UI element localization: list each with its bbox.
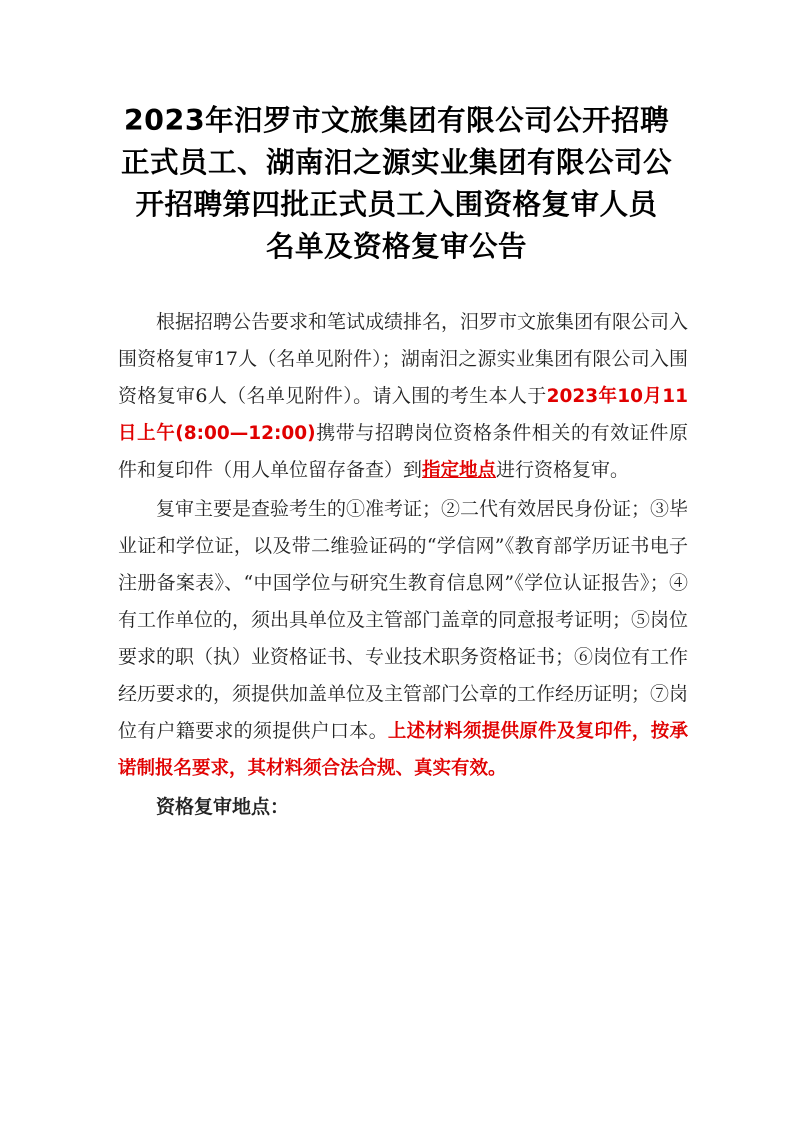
- location-heading: 资格复审地点：: [156, 796, 290, 818]
- title-line: 正式员工、湖南汨之源实业集团有限公司公: [120, 146, 672, 179]
- title-line: 2023年汨罗市文旅集团有限公司公开招聘: [123, 104, 670, 137]
- paragraph-text: 进行资格复审。: [496, 459, 630, 481]
- paragraph-materials: [118, 491, 688, 787]
- document-body: [118, 304, 688, 826]
- designated-location-link[interactable]: 指定地点: [422, 460, 497, 481]
- title-line: 名单及资格复审公告: [265, 230, 527, 263]
- title-line: 开招聘第四批正式员工入围资格复审人员: [135, 188, 658, 221]
- document-title: [60, 100, 733, 268]
- review-date: 2023年10月11日上午(8:00—12:00): [118, 386, 688, 444]
- paragraph-requirements: [118, 304, 688, 489]
- materials-notice: 上述材料须提供原件及复印件，按承诺制报名要求，其材料须合法合规、真实有效。: [118, 721, 688, 779]
- paragraph-text: 复审主要是查验考生的①准考证；②二代有效居民身份证；③毕业证和学位证，以及带二维验证码的“学信网”《教育部学历证书电子注册备案表》、“中国学位与研究生教育信息网”《学位认证报告》；④有工作单位的，须出具单位及主管部门盖章的同意报考证明；⑤岗位要求的职（执）业资格证书、专业技术职务资格证书；⑥岗位有工作经历要求的，须提供加盖单位及主管部门公章的工作经历证明；⑦岗位有户籍要求的须提供户口本。: [118, 498, 689, 742]
- paragraph-text: 根据招聘公告要求和笔试成绩排名，汨罗市文旅集团有限公司入围资格复审17人（名单见附件）；湖南汨之源实业集团有限公司入围资格复审6人（名单见附件）。请入围的考生本人于: [118, 311, 689, 407]
- paragraph-text: 携带与招聘岗位资格条件相关的有效证件原件和复印件（用人单位留存备查）到: [118, 422, 688, 481]
